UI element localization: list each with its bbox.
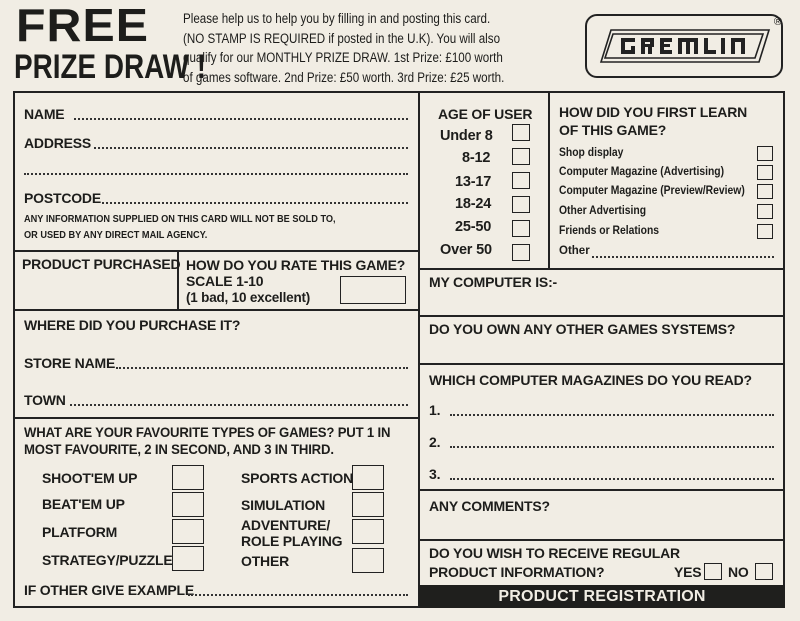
postcode-label: POSTCODE bbox=[24, 190, 101, 206]
learn-other-label: Other bbox=[559, 245, 590, 257]
product-registration-banner bbox=[419, 585, 785, 608]
disclaimer-line-1: ANY INFORMATION SUPPLIED ON THIS CARD WILL NOT BE SOLD TO, bbox=[24, 214, 336, 225]
learn-friends-checkbox[interactable] bbox=[757, 224, 773, 239]
genre-beatem-up-input[interactable] bbox=[172, 492, 204, 517]
learn-title-1: HOW DID YOU FIRST LEARN bbox=[559, 104, 748, 120]
favourites-title-2: MOST FAVOURITE, 2 IN SECOND, AND 3 IN THIRD. bbox=[24, 441, 334, 457]
address-field-2[interactable] bbox=[26, 158, 406, 174]
genre-strategy-puzzle-input[interactable] bbox=[172, 546, 204, 571]
systems-label: DO YOU OWN ANY OTHER GAMES SYSTEMS? bbox=[429, 321, 736, 337]
learn-magazine-preview-checkbox[interactable] bbox=[757, 184, 773, 199]
systems-field[interactable] bbox=[429, 341, 777, 357]
name-field[interactable] bbox=[76, 103, 406, 119]
computer-field[interactable] bbox=[556, 275, 776, 291]
genre-sports-action-input[interactable] bbox=[352, 465, 384, 490]
age-8-12-checkbox[interactable] bbox=[512, 148, 530, 165]
favourites-title-1: WHAT ARE YOUR FAVOURITE TYPES OF GAMES? PUT 1 IN bbox=[24, 424, 391, 440]
info-question-2: PRODUCT INFORMATION? bbox=[429, 564, 605, 580]
genre-role-playing: ROLE PLAYING bbox=[241, 533, 343, 549]
age-18-24: 18-24 bbox=[455, 196, 492, 212]
genre-simulation-input[interactable] bbox=[352, 492, 384, 517]
age-over-50-checkbox[interactable] bbox=[512, 244, 530, 261]
genre-strategy-puzzle: STRATEGY/PUZZLE bbox=[42, 552, 173, 568]
no-label: NO bbox=[728, 564, 749, 580]
genre-simulation: SIMULATION bbox=[241, 497, 326, 513]
disclaimer-line-2: OR USED BY ANY DIRECT MAIL AGENCY. bbox=[24, 230, 208, 241]
magazine-field-2[interactable] bbox=[452, 431, 772, 447]
yes-checkbox[interactable] bbox=[704, 563, 722, 580]
other-example-field[interactable] bbox=[190, 579, 406, 595]
rate-title: HOW DO YOU RATE THIS GAME? bbox=[186, 257, 406, 273]
free-heading: FREE bbox=[16, 0, 150, 51]
no-checkbox[interactable] bbox=[755, 563, 773, 580]
rating-input[interactable] bbox=[340, 276, 406, 304]
prize-draw-heading: PRIZE DRAW ! bbox=[14, 48, 207, 86]
comments-label: ANY COMMENTS? bbox=[429, 498, 550, 514]
magazines-title: WHICH COMPUTER MAGAZINES DO YOU READ? bbox=[429, 372, 752, 388]
learn-magazine-preview: Computer Magazine (Preview/Review) bbox=[559, 185, 745, 197]
learn-shop-display-checkbox[interactable] bbox=[757, 146, 773, 161]
genre-shootem-up-input[interactable] bbox=[172, 465, 204, 490]
age-over-50: Over 50 bbox=[440, 242, 492, 258]
computer-label: MY COMPUTER IS:- bbox=[429, 274, 557, 290]
town-label: TOWN bbox=[24, 392, 66, 408]
product-registration-text: PRODUCT REGISTRATION bbox=[498, 588, 706, 605]
genre-other-input[interactable] bbox=[352, 548, 384, 573]
product-purchased-field[interactable] bbox=[22, 282, 172, 298]
genre-adventure: ADVENTURE/ bbox=[241, 517, 331, 533]
learn-other-advertising-checkbox[interactable] bbox=[757, 204, 773, 219]
genre-adventure-input[interactable] bbox=[352, 519, 384, 544]
address-label: ADDRESS bbox=[24, 135, 92, 151]
magazine-field-3[interactable] bbox=[452, 463, 772, 479]
age-title: AGE OF USER bbox=[438, 106, 533, 122]
scale-hint: (1 bad, 10 excellent) bbox=[186, 290, 311, 305]
genre-sports-action: SPORTS ACTION bbox=[241, 470, 353, 486]
age-8-12: 8-12 bbox=[462, 150, 491, 166]
magazine-number-2: 2. bbox=[429, 434, 441, 450]
gremlin-logo bbox=[585, 14, 783, 78]
learn-other-field[interactable] bbox=[594, 241, 772, 257]
age-18-24-checkbox[interactable] bbox=[512, 196, 530, 213]
magazine-number-1: 1. bbox=[429, 402, 441, 418]
genre-platform-input[interactable] bbox=[172, 519, 204, 544]
product-purchased-label: PRODUCT PURCHASED bbox=[22, 256, 181, 272]
intro-text: Please help us to help you by filling in and posting this card. (NO STAMP IS REQUIRED if posted in the U.K). You will also qualify for our MONTHLY PRIZE DRAW. 1st Prize: £100 worth of games software. 2nd Prize: £50 worth. 3rd Prize: £25 worth. bbox=[183, 11, 505, 85]
age-25-50-checkbox[interactable] bbox=[512, 220, 530, 237]
age-under-8: Under 8 bbox=[440, 128, 493, 144]
learn-shop-display: Shop display bbox=[559, 147, 624, 159]
learn-other-advertising: Other Advertising bbox=[559, 205, 647, 217]
learn-magazine-advertising-checkbox[interactable] bbox=[757, 165, 773, 180]
age-13-17-checkbox[interactable] bbox=[512, 172, 530, 189]
magazine-number-3: 3. bbox=[429, 466, 441, 482]
town-field[interactable] bbox=[72, 389, 406, 405]
address-field-1[interactable] bbox=[96, 132, 406, 148]
learn-friends: Friends or Relations bbox=[559, 225, 660, 237]
genre-beatem-up: BEAT'EM UP bbox=[42, 496, 125, 512]
registered-mark: ® bbox=[773, 16, 782, 28]
postcode-field[interactable] bbox=[104, 187, 406, 203]
other-example-label: IF OTHER GIVE EXAMPLE bbox=[24, 582, 195, 598]
age-25-50: 25-50 bbox=[455, 219, 492, 235]
age-13-17: 13-17 bbox=[455, 174, 492, 190]
genre-shootem-up: SHOOT'EM UP bbox=[42, 470, 138, 486]
comments-field[interactable] bbox=[429, 518, 777, 534]
yes-label: YES bbox=[674, 564, 702, 580]
name-label: NAME bbox=[24, 106, 65, 122]
learn-title-2: OF THIS GAME? bbox=[559, 122, 667, 138]
genre-platform: PLATFORM bbox=[42, 524, 118, 540]
purchase-title: WHERE DID YOU PURCHASE IT? bbox=[24, 317, 241, 333]
info-question-1: DO YOU WISH TO RECEIVE REGULAR bbox=[429, 545, 680, 561]
genre-other: OTHER bbox=[241, 553, 290, 569]
magazine-field-1[interactable] bbox=[452, 399, 772, 415]
store-name-label: STORE NAME bbox=[24, 355, 116, 371]
store-name-field[interactable] bbox=[118, 352, 406, 368]
learn-magazine-advertising: Computer Magazine (Advertising) bbox=[559, 166, 725, 178]
age-under-8-checkbox[interactable] bbox=[512, 124, 530, 141]
scale-label: SCALE 1-10 bbox=[186, 273, 264, 289]
